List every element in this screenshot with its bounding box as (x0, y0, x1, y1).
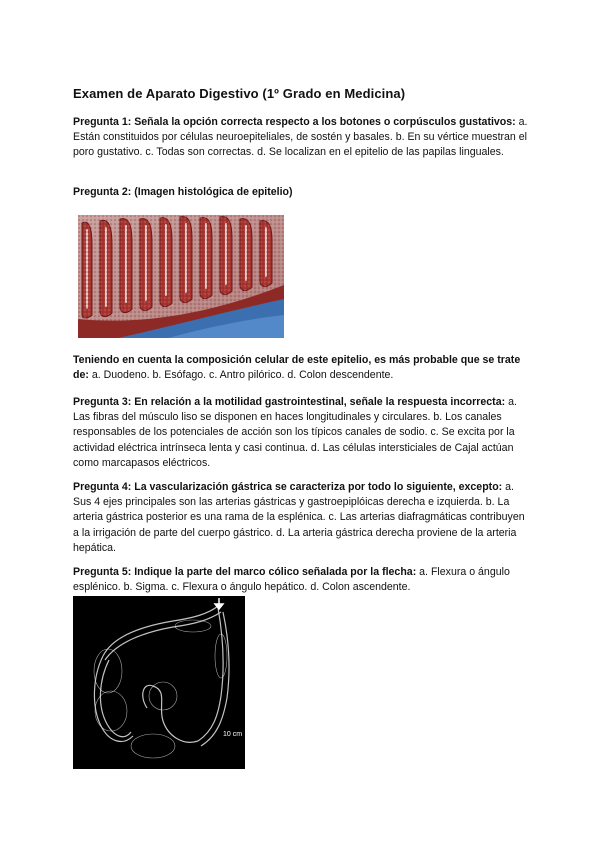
question-1-label: Pregunta 1: Señala la opción correcta respecto a los botones o corpúsculos gustativos: (73, 116, 516, 128)
colon-ct-image (73, 596, 245, 769)
scale-label: 10 cm (223, 731, 243, 738)
question-5-options: a. Flexura o ángulo esplénico. b. Sigma. c. Flexura o ángulo hepático. d. Colon ascendente. (73, 566, 510, 594)
question-3 (73, 395, 533, 471)
question-2-prompt-label: Teniendo en cuenta la composición celular de este epitelio, es más probable que se trate de: (73, 354, 521, 382)
question-1 (73, 115, 533, 161)
question-4-label: Pregunta 4: La vascularización gástrica se caracteriza por todo lo siguiente, excepto: (73, 481, 503, 493)
question-4-options: a. Sus 4 ejes principales son las arterias gástricas y gastroepiplóicas derecha e izquierda. b. La arteria gástrica posterior es una rama de la esplénica. c. Las arterias diafragmáticas contribuyen a la irrigación de parte del cuerpo gástrico. d. La arteria gástrica derecha proviene de la arteria hepática. (73, 481, 525, 554)
question-2-prompt (73, 353, 533, 383)
question-2-options: a. Duodeno. b. Esófago. c. Antro pilórico. d. Colon descendente. (88, 369, 394, 382)
question-3-label: Pregunta 3: En relación a la motilidad gastrointestinal, señale la respuesta incorrecta: (73, 396, 506, 408)
question-3-options: a. Las fibras del músculo liso se disponen en haces longitudinales y circulares. b. Los canales responsables de los potenciales de acción son los típicos canales de sodio. c. Se excita por la actividad eléctrica intrínseca lenta y casi continua. d. Las células intersticiales de Cajal actúan como marcapasos eléctricos. (73, 396, 517, 469)
question-2 (73, 185, 533, 200)
question-5-label: Pregunta 5: Indique la parte del marco cólico señalada por la flecha: (73, 566, 417, 578)
question-4 (73, 480, 533, 556)
question-1-options: a. Están constituidos por células neuroepiteliales, de sostén y basales. b. En su vértice muestran el poro gustativo. c. Todas son correctas. d. Se localizan en el epitelio de las papilas linguales. (73, 116, 528, 159)
exam-title: Examen de Aparato Digestivo (1º Grado en Medicina) (73, 86, 406, 101)
question-5 (73, 565, 533, 595)
question-2-label: Pregunta 2: (Imagen histológica de epitelio) (73, 186, 293, 198)
histology-image (78, 215, 284, 338)
